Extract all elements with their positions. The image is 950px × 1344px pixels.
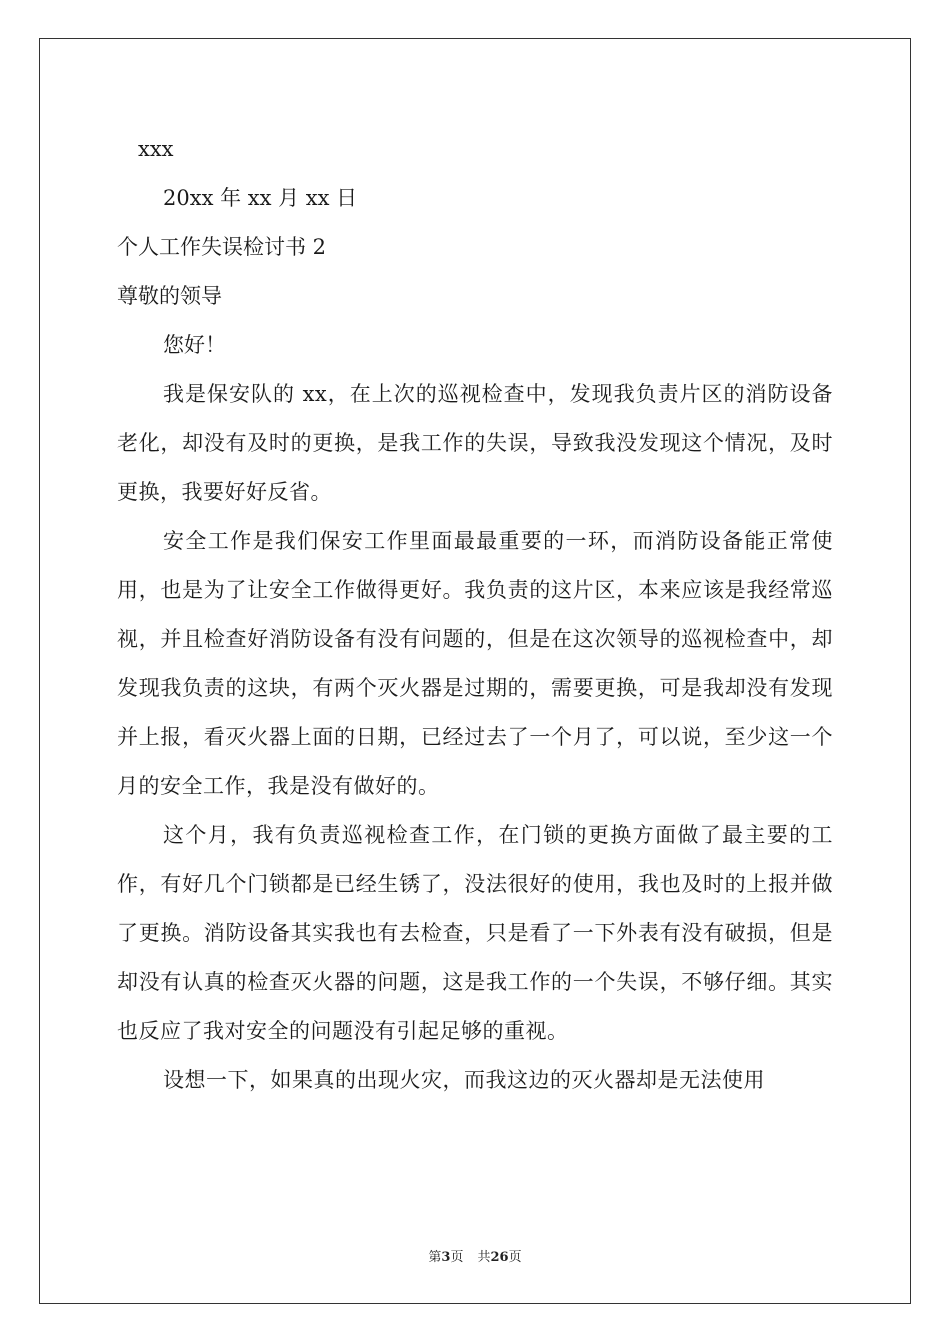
page-footer	[0, 1246, 950, 1265]
page-suffix: 页	[450, 1250, 464, 1265]
current-page-number: 3	[441, 1250, 451, 1265]
paragraph-1: 我是保安队的 xx，在上次的巡视检查中，发现我负责片区的消防设备老化，却没有及时的更换，是我工作的失误，导致我没发现这个情况，及时更换，我要好好反省。	[117, 382, 833, 504]
paragraph-4: 设想一下，如果真的出现火灾，而我这边的灭火器却是无法使用	[163, 1068, 765, 1092]
signature: xxx	[138, 137, 174, 161]
total-page-count: 26	[490, 1250, 509, 1265]
document-title: 个人工作失误检讨书 2	[117, 235, 327, 259]
page-prefix: 第	[428, 1250, 442, 1265]
total-prefix: 共	[477, 1250, 491, 1265]
paragraph-3: 这个月，我有负责巡视检查工作，在门锁的更换方面做了最主要的工作，有好几个门锁都是已经生锈了，没法很好的使用，我也及时的上报并做了更换。消防设备其实我也有去检查，只是看了一下外表有没有破损，但是却没有认真的检查灭火器的问题，这是我工作的一个失误，不够仔细。其实也反应了我对安全的问题没有引起足够的重视。	[117, 823, 833, 1043]
total-suffix: 页	[508, 1250, 522, 1265]
greeting: 您好！	[163, 333, 226, 357]
salutation: 尊敬的领导	[117, 284, 222, 308]
paragraph-2: 安全工作是我们保安工作里面最最重要的一环，而消防设备能正常使用，也是为了让安全工作做得更好。我负责的这片区，本来应该是我经常巡视，并且检查好消防设备有没有问题的，但是在这次领导的巡视检查中，却发现我负责的这块，有两个灭火器是过期的，需要更换，可是我却没有发现并上报，看灭火器上面的日期，已经过去了一个月了，可以说，至少这一个月的安全工作，我是没有做好的。	[117, 529, 833, 798]
letter-date: 20xx 年 xx 月 xx 日	[163, 186, 358, 210]
document-body	[117, 125, 833, 1105]
